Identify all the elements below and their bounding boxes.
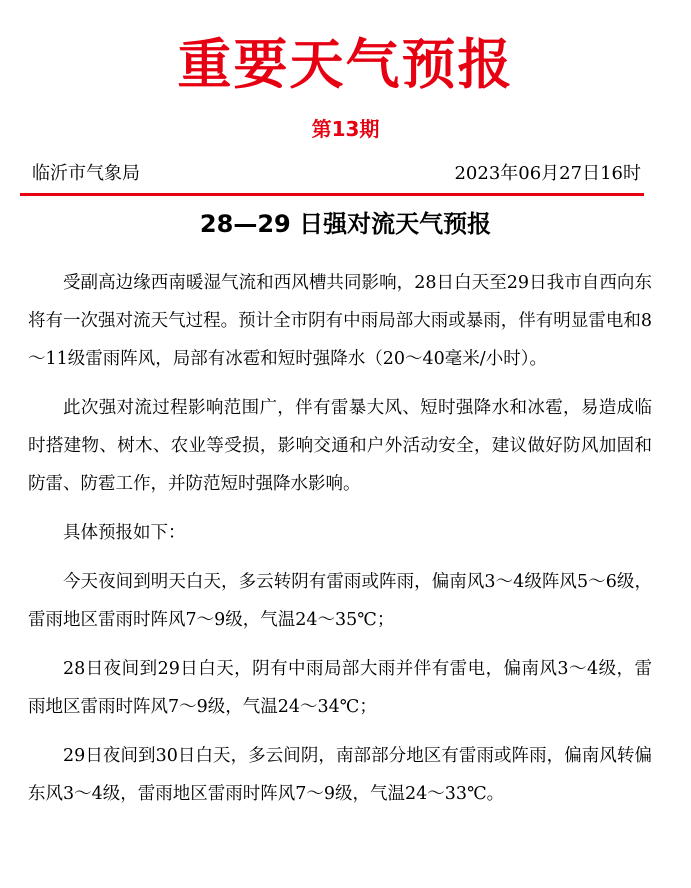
paragraph-forecast-28th: 28日夜间到29日白天，阴有中雨局部大雨并伴有雷电，偏南风3～4级，雷雨地区雷雨时阵风7～9级，气温24～34℃； — [28, 659, 652, 717]
forecast-body — [28, 264, 652, 824]
forecast-headline: 28—29 日强对流天气预报 — [199, 210, 492, 238]
issue-number: 第13期 — [311, 117, 380, 141]
masthead-title: 重要天气预报 — [177, 33, 514, 96]
paragraph-forecast-tonight: 今天夜间到明天白天，多云转阴有雷雨或阵雨，偏南风3～4级阵风5～6级，雷雨地区雷雨时阵风7～9级，气温24～35℃； — [28, 572, 652, 630]
meta-row — [32, 160, 641, 190]
issuer-name: 临沂市气象局 — [32, 163, 140, 184]
issue-datetime: 2023年06月27日16时 — [454, 163, 641, 184]
paragraph-summary: 受副高边缘西南暖湿气流和西风槽共同影响，28日白天至29日我市自西向东将有一次强对流天气过程。预计全市阴有中雨局部大雨或暴雨，伴有明显雷电和8～11级雷雨阵风，局部有冰雹和短时强降水（20～40毫米/小时）。 — [28, 273, 652, 369]
paragraph-forecast-29th: 29日夜间到30日白天，多云间阴，南部部分地区有雷雨或阵雨，偏南风转偏东风3～4级，雷雨地区雷雨时阵风7～9级，气温24～33℃。 — [28, 746, 652, 804]
paragraph-impact: 此次强对流过程影响范围广，伴有雷暴大风、短时强降水和冰雹，易造成临时搭建物、树木、农业等受损，影响交通和户外活动安全，建议做好防风加固和防雷、防雹工作，并防范短时强降水影响。 — [28, 398, 652, 494]
red-divider — [20, 193, 644, 196]
paragraph-intro: 具体预报如下： — [63, 523, 186, 543]
